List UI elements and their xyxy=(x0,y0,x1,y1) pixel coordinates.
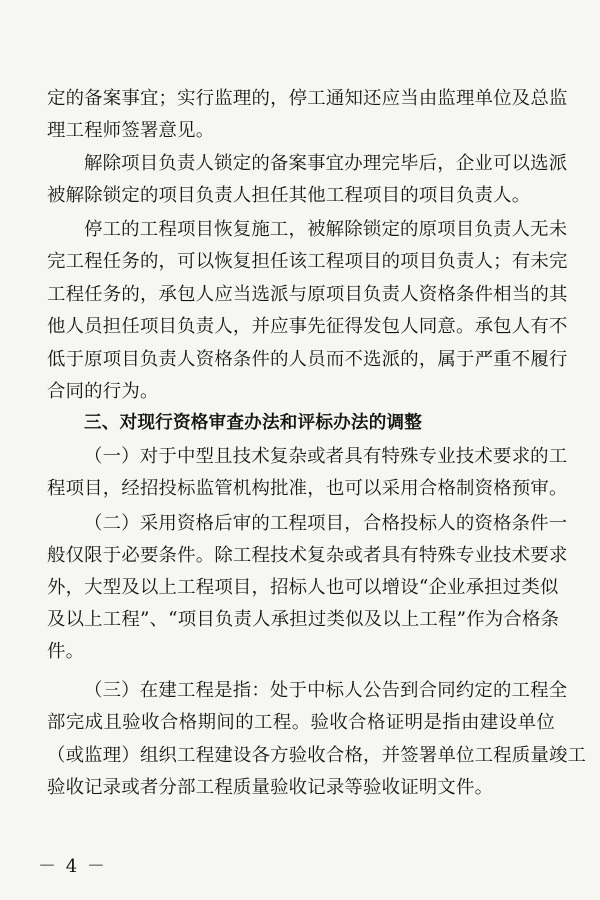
text-line: 他人员担任项目负责人，并应事先征得发包人同意。承包人有不 xyxy=(47,316,568,337)
text-line: 工程任务的，承包人应当选派与原项目负责人资格条件相当的其 xyxy=(47,284,568,305)
text-line: 被解除锁定的项目负责人担任其他工程项目的项目负责人。 xyxy=(47,185,531,206)
text-line: 停工的工程项目恢复施工，被解除锁定的原项目负责人无未 xyxy=(84,219,568,240)
text-line: 及以上工程”、“项目负责人承担过类似及以上工程”作为合格条 xyxy=(47,609,560,630)
text-line: 解除项目负责人锁定的备案事宜办理完毕后，企业可以选派 xyxy=(84,153,568,174)
text-line: 低于原项目负责人资格条件的人员而不选派的，属于严重不履行 xyxy=(47,349,568,370)
text-line: 部完成且验收合格期间的工程。验收合格证明是指由建设单位 xyxy=(47,712,555,733)
text-line: 验收记录或者分部工程质量验收记录等验收证明文件。 xyxy=(47,777,494,798)
section-heading: 三、对现行资格审查办法和评标办法的调整 xyxy=(84,413,423,433)
page-number: － 4 － xyxy=(38,856,107,877)
text-line: （三）在建工程是指：处于中标人公告到合同约定的工程全 xyxy=(84,680,568,701)
text-line: 程项目，经招投标监管机构批准，也可以采用合格制资格预审。 xyxy=(47,478,568,499)
text-line: （或监理）组织工程建设各方验收合格，并签署单位工程质量竣工 xyxy=(47,745,587,766)
text-line: 外，大型及以上工程项目，招标人也可以增设“企业承担过类似 xyxy=(47,577,559,598)
text-line: 定的备案事宜；实行监理的，停工通知还应当由监理单位及总监 xyxy=(47,88,568,109)
text-line: 般仅限于必要条件。除工程技术复杂或者具有特殊专业技术要求 xyxy=(47,545,568,566)
text-line: （一）对于中型且技术复杂或者具有特殊专业技术要求的工 xyxy=(84,446,568,467)
text-line: （二）采用资格后审的工程项目，合格投标人的资格条件一 xyxy=(84,513,568,534)
text-line: 理工程师签署意见。 xyxy=(47,120,215,141)
text-line: 完工程任务的，可以恢复担任该工程项目的项目负责人；有未完 xyxy=(47,251,568,272)
text-line: 合同的行为。 xyxy=(47,381,159,402)
text-line: 件。 xyxy=(47,641,85,662)
